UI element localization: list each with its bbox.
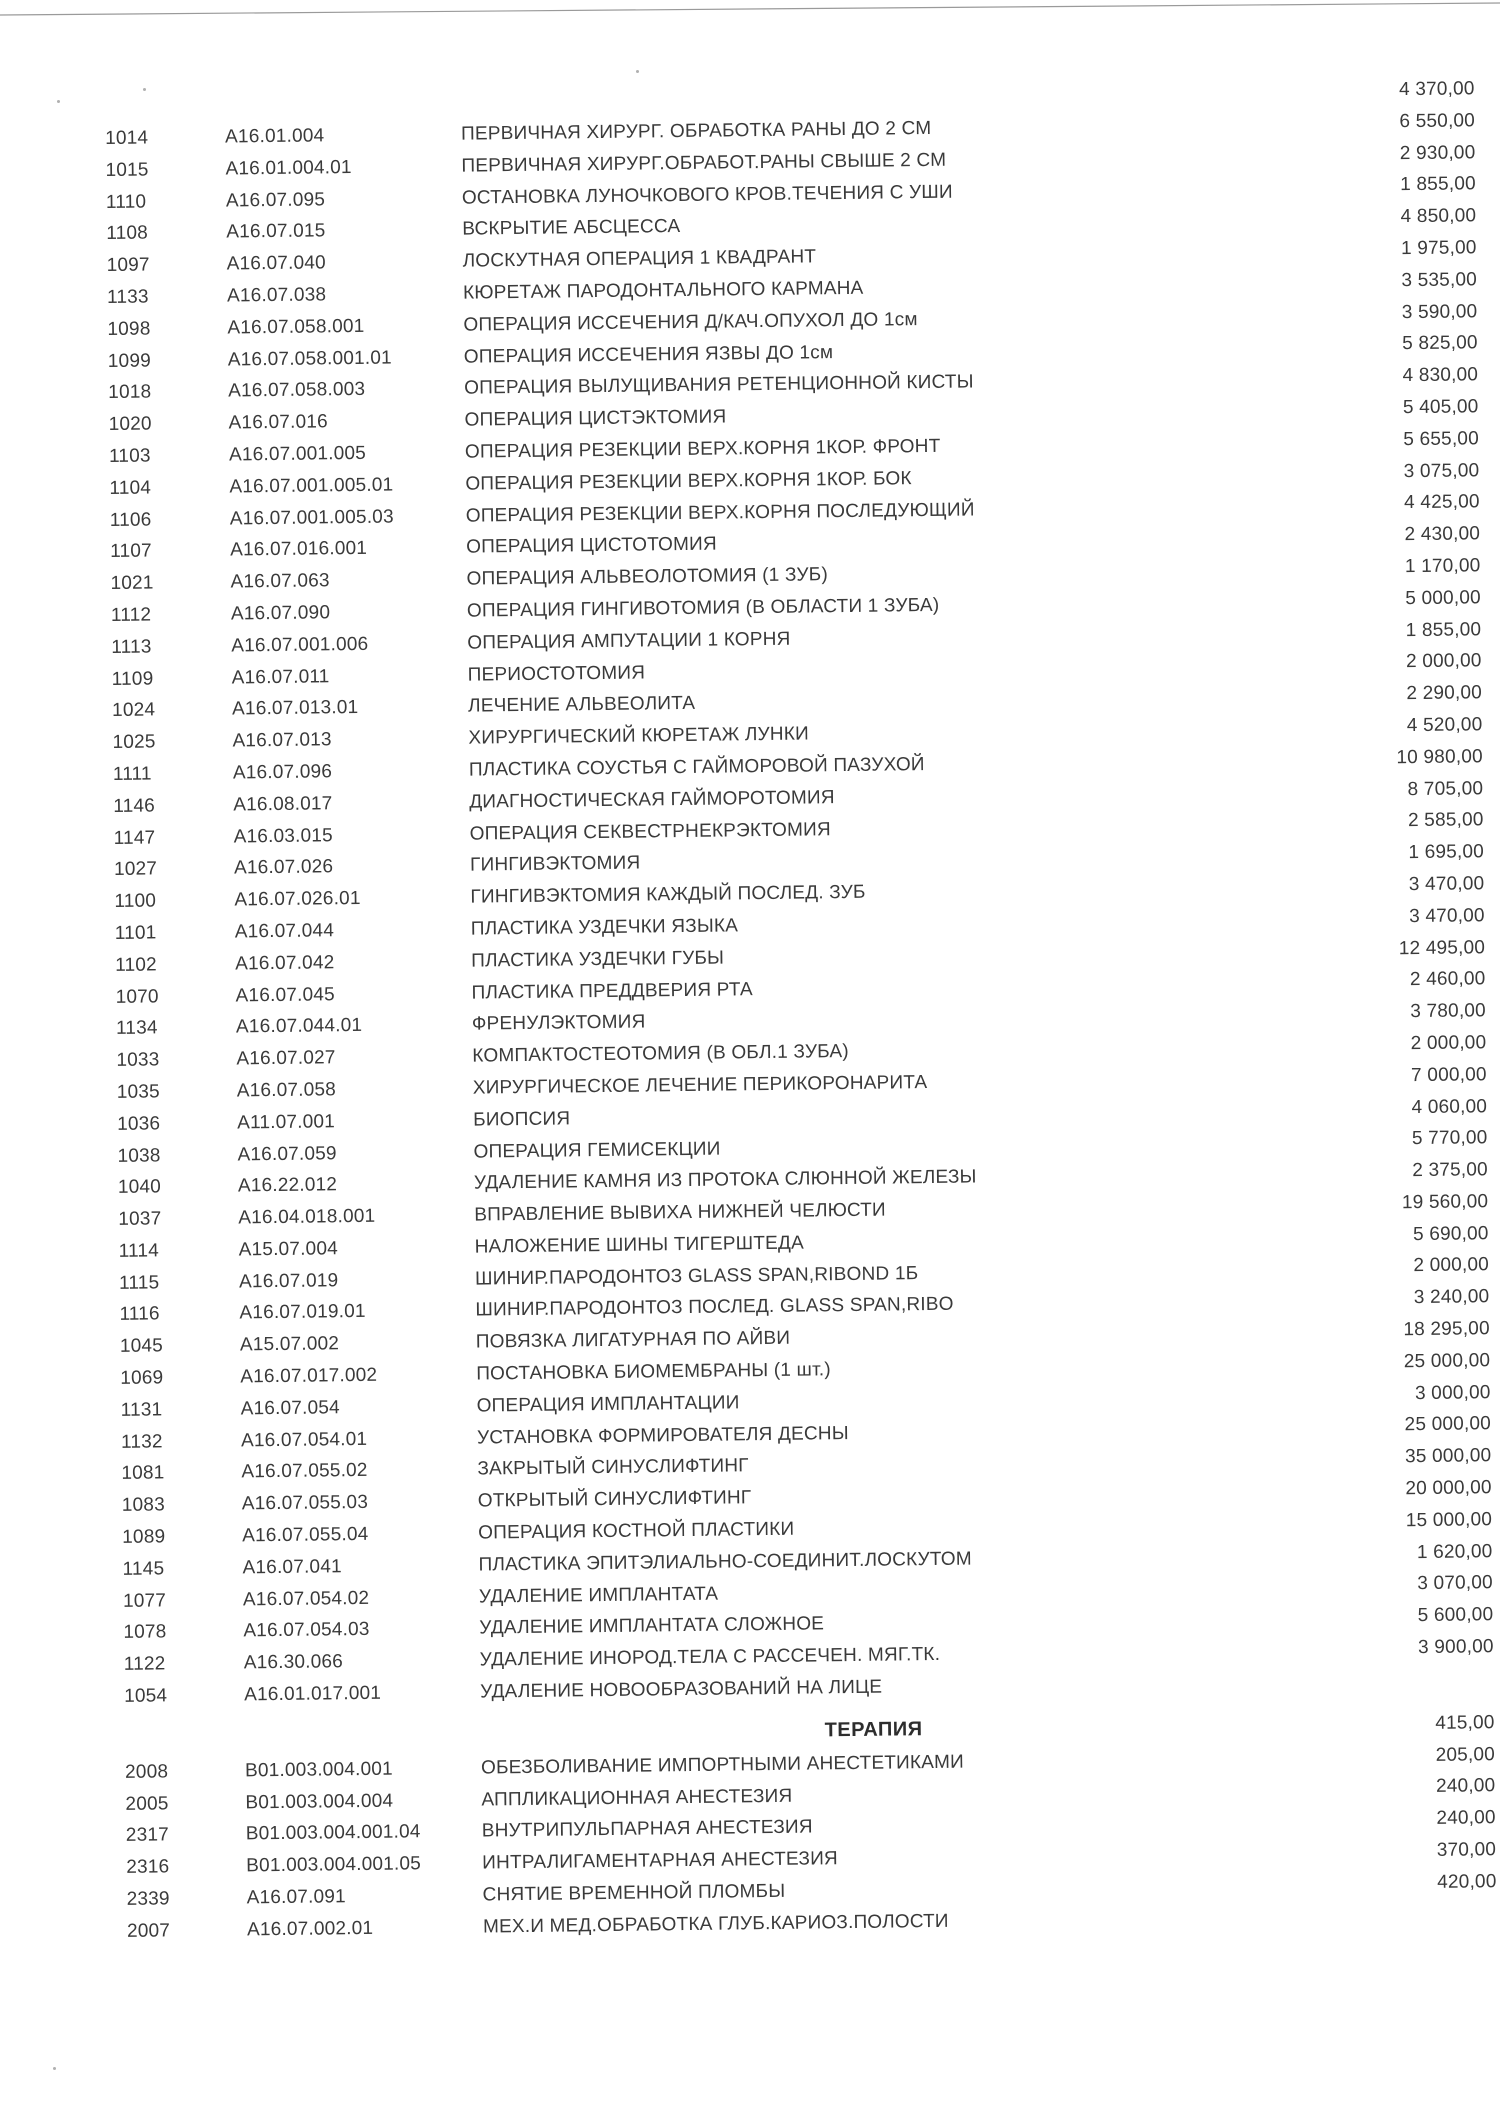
service-name: ПЛАСТИКА ПРЕДДВЕРИЯ РТА — [471, 978, 753, 1004]
row-number: 1113 — [111, 636, 152, 658]
scan-speck — [53, 2067, 56, 2070]
service-code: A16.07.044.01 — [235, 1015, 363, 1038]
service-name: ОБЕЗБОЛИВАНИЕ ИМПОРТНЫМИ АНЕСТЕТИКАМИ — [480, 1751, 965, 1779]
service-price: 3 780,00 — [1410, 1000, 1487, 1023]
service-name: АППЛИКАЦИОННАЯ АНЕСТЕЗИЯ — [481, 1785, 793, 1811]
service-name: ОПЕРАЦИЯ ГЕМИСЕКЦИИ — [473, 1138, 721, 1163]
service-name: НАЛОЖЕНИЕ ШИНЫ ТИГЕРШТЕДА — [474, 1232, 805, 1258]
service-name: УДАЛЕНИЕ НОВООБРАЗОВАНИЙ НА ЛИЦЕ — [480, 1676, 883, 1703]
therapy-title: ТЕРАПИЯ — [824, 1717, 923, 1742]
service-name: ЛОСКУТНАЯ ОПЕРАЦИЯ 1 КВАДРАНТ — [462, 246, 817, 272]
service-name: ОПЕРАЦИЯ РЕЗЕКЦИИ ВЕРХ.КОРНЯ 1КОР. ФРОНТ — [464, 435, 941, 463]
service-code: A16.07.040 — [226, 252, 326, 275]
service-price: 1 855,00 — [1400, 173, 1476, 196]
row-number: 2007 — [126, 1920, 171, 1942]
service-price: 5 000,00 — [1405, 586, 1481, 609]
service-price: 20 000,00 — [1405, 1477, 1492, 1500]
service-code: A16.07.016.001 — [230, 538, 368, 561]
service-name: ОСТАНОВКА ЛУНОЧКОВОГО КРОВ.ТЕЧЕНИЯ С УШИ — [461, 181, 953, 209]
service-code: A16.07.027 — [236, 1047, 336, 1070]
service-price: 4 060,00 — [1411, 1095, 1488, 1118]
service-name: ГИНГИВЭКТОМИЯ КАЖДЫЙ ПОСЛЕД. ЗУБ — [470, 881, 866, 908]
service-code: A16.07.090 — [230, 602, 331, 625]
service-name: ОПЕРАЦИЯ ИССЕЧЕНИЯ Д/КАЧ.ОПУХОЛ ДО 1см — [463, 308, 918, 336]
service-price: 3 535,00 — [1401, 269, 1478, 291]
row-number: 2008 — [124, 1761, 169, 1783]
service-price: 10 980,00 — [1396, 745, 1483, 769]
row-number: 1040 — [117, 1176, 162, 1199]
service-name: ЗАКРЫТЫЙ СИНУСЛИФТИНГ — [477, 1455, 749, 1481]
service-code: A16.07.041 — [242, 1556, 342, 1579]
row-number: 1099 — [107, 350, 152, 372]
service-price: 25 000,00 — [1403, 1350, 1491, 1373]
service-code: A16.07.091 — [246, 1886, 346, 1909]
service-price: 18 295,00 — [1403, 1318, 1490, 1341]
row-number: 1054 — [124, 1685, 168, 1707]
service-name: СНЯТИЕ ВРЕМЕННОЙ ПЛОМБЫ — [482, 1880, 786, 1906]
service-name: ШИНИР.ПАРОДОНТОЗ GLASS SPAN,RIBOND 1Б — [474, 1262, 919, 1290]
service-code: A16.07.044 — [234, 920, 335, 943]
service-price: 3 900,00 — [1417, 1636, 1494, 1659]
service-name: ОПЕРАЦИЯ ИССЕЧЕНИЯ ЯЗВЫ ДО 1см — [463, 341, 834, 368]
service-code: A16.07.059 — [237, 1142, 337, 1165]
service-price: 415,00 — [1435, 1711, 1495, 1734]
row-number: 1116 — [119, 1303, 160, 1326]
row-number: 1106 — [109, 509, 152, 531]
scan-speck — [636, 70, 639, 73]
service-code: A16.07.002.01 — [246, 1917, 374, 1941]
service-code: A16.07.063 — [230, 570, 330, 593]
service-name: ПЛАСТИКА ЭПИТЭЛИАЛЬНО-СОЕДИНИТ.ЛОСКУТОМ — [478, 1548, 972, 1576]
row-number: 1122 — [123, 1653, 166, 1676]
service-name: ОПЕРАЦИЯ АЛЬВЕОЛОТОМИЯ (1 ЗУБ) — [466, 564, 829, 590]
service-name: ОПЕРАЦИЯ ИМПЛАНТАЦИИ — [476, 1392, 740, 1417]
service-price: 2 290,00 — [1406, 682, 1483, 705]
service-name: ПЕРВИЧНАЯ ХИРУРГ.ОБРАБОТ.РАНЫ СВЫШЕ 2 СМ — [461, 149, 947, 177]
service-code: A15.07.004 — [238, 1238, 339, 1261]
service-code: A16.01.017.001 — [244, 1682, 382, 1706]
service-name: УДАЛЕНИЕ ИМПЛАНТАТА СЛОЖНОЕ — [479, 1613, 825, 1639]
service-price: 1 975,00 — [1400, 237, 1477, 260]
service-price: 2 000,00 — [1413, 1254, 1490, 1277]
service-price: 2 000,00 — [1405, 650, 1482, 673]
service-price: 6 550,00 — [1399, 110, 1476, 132]
service-name: УСТАНОВКА ФОРМИРОВАТЕЛЯ ДЕСНЫ — [476, 1422, 849, 1449]
row-number: 1145 — [122, 1558, 165, 1580]
service-price: 1 695,00 — [1408, 841, 1485, 864]
service-code: A15.07.002 — [239, 1333, 340, 1356]
service-code: A16.07.001.006 — [231, 633, 369, 657]
service-price: 240,00 — [1436, 1807, 1496, 1830]
service-name: ОТКРЫТЫЙ СИНУСЛИФТИНГ — [477, 1487, 752, 1512]
service-price: 4 425,00 — [1403, 491, 1480, 514]
service-name: УДАЛЕНИЕ КАМНЯ ИЗ ПРОТОКА СЛЮННОЙ ЖЕЛЕЗЫ — [473, 1166, 977, 1194]
service-price: 5 690,00 — [1412, 1222, 1489, 1245]
service-price: 420,00 — [1437, 1870, 1497, 1893]
row-number: 1101 — [114, 922, 157, 944]
service-name: ПЕРИОСТОТОМИЯ — [467, 661, 646, 686]
service-code: A16.07.054.02 — [242, 1587, 370, 1611]
service-name: ОПЕРАЦИЯ ЦИСТОТОМИЯ — [466, 533, 718, 558]
service-price: 8 705,00 — [1407, 777, 1484, 800]
service-price: 4 370,00 — [1398, 78, 1475, 101]
row-number: 2317 — [125, 1824, 170, 1847]
service-code: B01.003.004.001.05 — [246, 1853, 422, 1877]
service-name: МЕХ.И МЕД.ОБРАБОТКА ГЛУБ.КАРИОЗ.ПОЛОСТИ — [482, 1910, 949, 1938]
row-number: 1078 — [123, 1621, 167, 1644]
service-name: ДИАГНОСТИЧЕСКАЯ ГАЙМОРОТОМИЯ — [469, 786, 835, 813]
service-price: 25 000,00 — [1404, 1413, 1492, 1436]
service-name: ПЛАСТИКА УЗДЕЧКИ ЯЗЫКА — [470, 915, 739, 940]
service-price: 4 850,00 — [1400, 205, 1477, 228]
service-price: 3 000,00 — [1414, 1381, 1491, 1404]
service-code: A16.08.017 — [233, 793, 333, 816]
row-number: 1018 — [108, 381, 152, 404]
service-name: ВПРАВЛЕНИЕ ВЫВИХА НИЖНЕЙ ЧЕЛЮСТИ — [474, 1199, 886, 1226]
service-price: 2 930,00 — [1399, 141, 1476, 164]
service-name: КОМПАКТОСТЕОТОМИЯ (В ОБЛ.1 ЗУБА) — [472, 1041, 849, 1067]
service-code: A16.07.058.003 — [228, 379, 366, 402]
row-number: 1033 — [116, 1049, 160, 1072]
service-code: A16.07.058 — [236, 1079, 337, 1102]
scan-edge-line — [0, 0, 1500, 20]
row-number: 1024 — [111, 699, 156, 722]
row-number: 1109 — [111, 667, 154, 690]
row-number: 1045 — [119, 1335, 164, 1358]
service-code: A16.01.004.01 — [225, 156, 352, 180]
row-number: 1083 — [121, 1494, 166, 1517]
scan-speck — [57, 100, 60, 103]
service-code: A16.07.095 — [225, 188, 326, 212]
service-code: A16.03.015 — [233, 824, 333, 848]
service-price: 1 855,00 — [1405, 618, 1482, 641]
service-code: A16.07.042 — [235, 951, 335, 975]
service-code: A16.07.017.002 — [240, 1364, 378, 1388]
row-number: 1077 — [122, 1590, 167, 1612]
service-code: A16.07.013 — [232, 729, 332, 752]
service-price: 3 470,00 — [1408, 873, 1485, 896]
service-code: A16.07.026 — [233, 856, 334, 879]
price-list-sheet — [105, 78, 1497, 1952]
service-price: 2 375,00 — [1412, 1159, 1488, 1182]
service-price: 3 590,00 — [1401, 300, 1478, 323]
service-code: A16.07.055.03 — [241, 1492, 369, 1515]
service-code: A16.07.026.01 — [234, 888, 361, 911]
service-price: 205,00 — [1435, 1743, 1496, 1766]
row-number: 1097 — [106, 254, 150, 277]
service-price: 3 240,00 — [1413, 1286, 1490, 1309]
service-name: ВСКРЫТИЕ АБСЦЕССА — [462, 216, 681, 241]
service-code: A16.07.054 — [240, 1397, 340, 1420]
row-number: 1103 — [108, 445, 151, 467]
service-name: ОПЕРАЦИЯ СЕКВЕСТРНЕКРЭКТОМИЯ — [469, 818, 832, 845]
service-name: ПЛАСТИКА СОУСТЬЯ С ГАЙМОРОВОЙ ПАЗУХОЙ — [468, 753, 925, 781]
row-number: 1069 — [120, 1367, 164, 1389]
service-code: A16.07.013.01 — [231, 697, 359, 720]
service-name: ГИНГИВЭКТОМИЯ — [469, 852, 641, 876]
service-price: 7 000,00 — [1410, 1063, 1487, 1086]
row-number: 1025 — [112, 731, 156, 754]
service-name: ПЛАСТИКА УЗДЕЧКИ ГУБЫ — [471, 947, 725, 972]
service-code: A16.22.012 — [237, 1174, 338, 1197]
row-number: 1107 — [110, 540, 152, 563]
service-name: ОПЕРАЦИЯ ЦИСТЭКТОМИЯ — [464, 406, 727, 431]
service-name: ОПЕРАЦИЯ ВЫЛУЩИВАНИЯ РЕТЕНЦИОННОЙ КИСТЫ — [464, 371, 974, 400]
service-price: 5 825,00 — [1402, 332, 1478, 355]
service-code: A16.07.001.005.01 — [229, 474, 394, 498]
service-price: 2 585,00 — [1407, 809, 1484, 832]
service-code: A16.07.019 — [238, 1269, 339, 1293]
row-number: 1037 — [118, 1208, 162, 1231]
service-price: 3 470,00 — [1409, 904, 1485, 927]
row-number: 1035 — [116, 1081, 160, 1103]
service-price: 3 070,00 — [1417, 1572, 1494, 1595]
service-price: 5 600,00 — [1417, 1604, 1494, 1627]
service-code: A16.07.058.001 — [227, 315, 365, 339]
service-name: ШИНИР.ПАРОДОНТОЗ ПОСЛЕД. GLASS SPAN,RIBO — [475, 1294, 954, 1322]
service-price: 12 495,00 — [1398, 936, 1486, 959]
row-number: 1038 — [117, 1144, 161, 1167]
service-name: ОПЕРАЦИЯ ГИНГИВОТОМИЯ (В ОБЛАСТИ 1 ЗУБА) — [466, 594, 940, 622]
service-code: A16.04.018.001 — [238, 1205, 376, 1229]
row-number: 1027 — [113, 858, 158, 881]
row-number: 1146 — [113, 795, 156, 817]
row-number: 1131 — [120, 1399, 163, 1421]
row-number: 1098 — [107, 318, 151, 340]
service-code: A16.07.001.005 — [228, 442, 367, 466]
row-number: 1081 — [121, 1462, 165, 1485]
row-number: 1147 — [113, 826, 156, 849]
service-price: 370,00 — [1436, 1839, 1497, 1861]
row-number: 1089 — [122, 1526, 166, 1548]
service-code: A16.07.055.02 — [241, 1460, 368, 1483]
service-code: A16.01.004 — [224, 125, 325, 148]
row-number: 1100 — [114, 890, 157, 913]
row-number: 1104 — [109, 477, 152, 499]
service-code: A16.07.001.005.03 — [229, 506, 394, 530]
service-price: 2 430,00 — [1404, 523, 1481, 546]
service-code: A16.07.058.001.01 — [227, 347, 392, 371]
surgery-section — [105, 78, 1494, 1718]
service-name: ОПЕРАЦИЯ КОСТНОЙ ПЛАСТИКИ — [478, 1518, 795, 1544]
service-name: КЮРЕТАЖ ПАРОДОНТАЛЬНОГО КАРМАНА — [462, 277, 864, 304]
service-name: УДАЛЕНИЕ ИНОРОД.ТЕЛА С РАССЕЧЕН. МЯГ.ТК. — [479, 1644, 941, 1671]
service-code: A16.07.045 — [235, 983, 335, 1006]
row-number: 1020 — [108, 413, 152, 436]
service-name: ФРЕНУЛЭКТОМИЯ — [471, 1011, 646, 1035]
service-name: ОПЕРАЦИЯ АМПУТАЦИИ 1 КОРНЯ — [467, 628, 791, 654]
service-price: 2 460,00 — [1409, 968, 1486, 991]
service-code: A11.07.001 — [237, 1110, 336, 1134]
row-number: 2005 — [125, 1792, 169, 1815]
service-name: ЛЕЧЕНИЕ АЛЬВЕОЛИТА — [467, 693, 696, 717]
scan-speck — [143, 88, 146, 91]
service-code: A16.07.011 — [231, 665, 330, 689]
row-number: 1014 — [105, 127, 149, 149]
service-code: B01.003.004.004 — [245, 1790, 394, 1814]
row-number: 1108 — [106, 222, 149, 245]
service-price: 15 000,00 — [1405, 1509, 1493, 1532]
service-name: ПЕРВИЧНАЯ ХИРУРГ. ОБРАБОТКА РАНЫ ДО 2 СМ — [460, 117, 932, 145]
row-number: 1110 — [105, 191, 147, 213]
service-code: A16.07.055.04 — [242, 1523, 369, 1547]
service-price: 5 405,00 — [1402, 396, 1479, 419]
row-number: 1134 — [115, 1017, 158, 1040]
service-name: ПОВЯЗКА ЛИГАТУРНАЯ ПО АЙВИ — [475, 1328, 791, 1353]
row-number: 2316 — [126, 1856, 170, 1879]
service-code: A16.07.038 — [226, 284, 327, 307]
service-code: B01.003.004.001 — [244, 1758, 393, 1782]
service-name: ВНУТРИПУЛЬПАРНАЯ АНЕСТЕЗИЯ — [481, 1816, 813, 1842]
service-code: A16.07.054.03 — [243, 1619, 370, 1642]
service-code: A16.07.016 — [228, 411, 328, 434]
row-number: 1036 — [117, 1113, 161, 1135]
row-number: 1021 — [110, 572, 154, 595]
service-name: УДАЛЕНИЕ ИМПЛАНТАТА — [478, 1583, 719, 1608]
service-code: A16.30.066 — [243, 1651, 344, 1674]
service-name: ПОСТАНОВКА БИОМЕМБРАНЫ (1 шт.) — [476, 1359, 831, 1385]
service-price: 4 520,00 — [1406, 714, 1483, 737]
service-price: 19 560,00 — [1401, 1191, 1489, 1214]
service-price: 240,00 — [1435, 1775, 1496, 1798]
service-name: ХИРУРГИЧЕСКИЙ КЮРЕТАЖ ЛУНКИ — [468, 723, 810, 749]
row-number: 2339 — [126, 1888, 170, 1910]
service-name: ХИРУРГИЧЕСКОЕ ЛЕЧЕНИЕ ПЕРИКОРОНАРИТА — [472, 1071, 928, 1099]
service-code: A16.07.054.01 — [240, 1428, 368, 1452]
service-price: 1 620,00 — [1416, 1540, 1493, 1563]
service-name: ОПЕРАЦИЯ РЕЗЕКЦИИ ВЕРХ.КОРНЯ ПОСЛЕДУЮЩИЙ — [465, 498, 975, 527]
row-number: 1133 — [106, 286, 149, 308]
row-number: 1112 — [110, 604, 152, 626]
service-price: 35 000,00 — [1404, 1445, 1492, 1468]
service-price: 4 830,00 — [1402, 364, 1479, 387]
row-number: 1115 — [118, 1272, 160, 1294]
row-number: 1102 — [115, 954, 158, 976]
service-price: 5 655,00 — [1403, 428, 1480, 450]
row-number: 1070 — [115, 985, 159, 1008]
service-code: B01.003.004.001.04 — [245, 1821, 421, 1845]
row-number: 1015 — [105, 159, 149, 181]
service-price: 5 770,00 — [1411, 1127, 1488, 1150]
service-name: ИНТРАЛИГАМЕНТАРНАЯ АНЕСТЕЗИЯ — [482, 1848, 839, 1874]
service-price: 2 000,00 — [1410, 1032, 1487, 1055]
service-name: БИОПСИЯ — [473, 1108, 571, 1131]
service-price: 3 075,00 — [1403, 459, 1480, 482]
service-code: A16.07.015 — [226, 220, 326, 243]
service-price: 1 170,00 — [1404, 555, 1481, 578]
row-number: 1132 — [120, 1431, 163, 1453]
service-code: A16.07.096 — [232, 761, 333, 784]
row-number: 1111 — [112, 763, 152, 785]
service-code: A16.07.019.01 — [239, 1301, 366, 1324]
row-number: 1114 — [118, 1240, 160, 1262]
service-name: ОПЕРАЦИЯ РЕЗЕКЦИИ ВЕРХ.КОРНЯ 1КОР. БОК — [465, 467, 912, 495]
